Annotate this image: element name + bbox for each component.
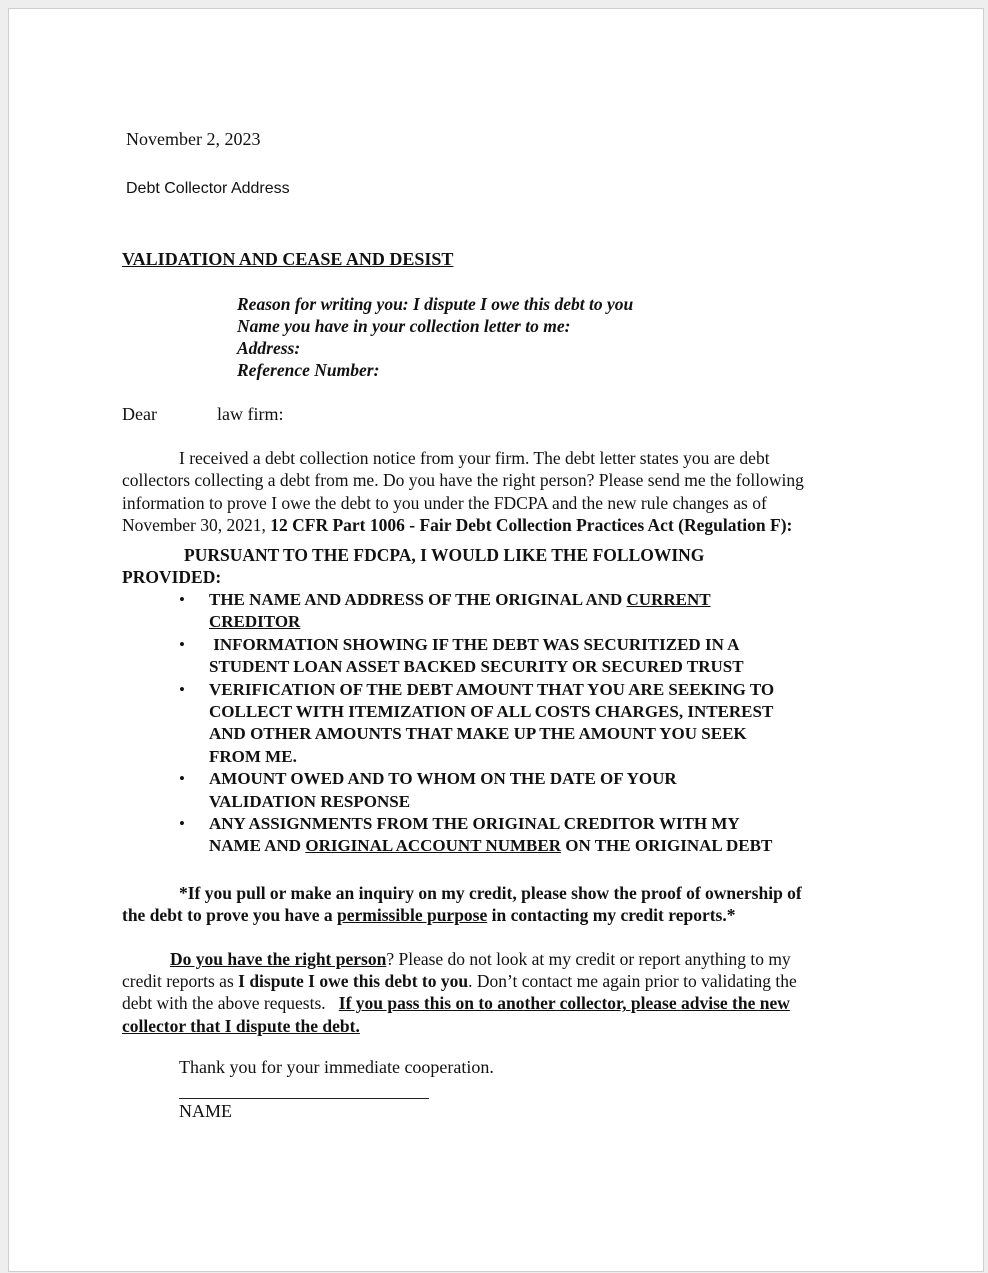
pursuant-line: PROVIDED: xyxy=(122,567,222,587)
salutation-firm: law firm: xyxy=(217,404,284,424)
note-text: the debt to prove you have a xyxy=(122,905,338,925)
paragraph-text: November 30, 2021, xyxy=(122,514,271,535)
list-text: AMOUNT OWED AND TO WHOM ON THE DATE OF YOUR xyxy=(209,769,677,789)
list-item xyxy=(179,679,774,769)
signature-name: NAME xyxy=(179,1101,232,1121)
salutation xyxy=(122,404,284,425)
reason-line: Name you have in your collection letter to me: xyxy=(237,316,571,336)
bullet-icon: • xyxy=(179,814,185,834)
credit-inquiry-note xyxy=(122,882,802,926)
list-text: ANY ASSIGNMENTS FROM THE ORIGINAL CREDITOR WITH MY xyxy=(209,814,740,834)
list-text: VERIFICATION OF THE DEBT AMOUNT THAT YOU ARE SEEKING TO xyxy=(209,679,775,699)
bullet-icon: • xyxy=(179,769,185,789)
letter-date: November 2, 2023 xyxy=(126,129,261,149)
paragraph-line: collectors collecting a debt from me. Do you have the right person? Please send me the following xyxy=(122,470,804,491)
paragraph-text: credit reports as xyxy=(122,971,239,992)
list-text-underlined: ORIGINAL ACCOUNT NUMBER xyxy=(305,836,562,856)
list-text: AND OTHER AMOUNTS THAT MAKE UP THE AMOUNT YOU SEEK xyxy=(209,724,747,744)
list-text: NAME AND xyxy=(209,836,306,856)
note-line: *If you pull or make an inquiry on my credit, please show the proof of ownership of xyxy=(179,883,802,903)
paragraph-dispute xyxy=(122,948,797,1037)
list-item xyxy=(179,813,774,858)
regulation-reference: 12 CFR Part 1006 - Fair Debt Collection Practices Act (Regulation F): xyxy=(270,514,793,535)
collector-notice: collector that I dispute the debt. xyxy=(122,1015,360,1036)
bullet-icon: • xyxy=(179,590,185,609)
request-list xyxy=(179,589,774,858)
list-text: FROM ME. xyxy=(209,746,297,766)
paragraph-text: debt with the above requests. xyxy=(122,993,339,1014)
list-text: STUDENT LOAN ASSET BACKED SECURITY OR SECURED TRUST xyxy=(209,657,744,677)
list-text: VALIDATION RESPONSE xyxy=(209,791,411,811)
note-text-underlined: permissible purpose xyxy=(337,905,488,925)
paragraph-text: ? Please do not look at my credit or report anything to my xyxy=(386,949,791,969)
reason-line: Reference Number: xyxy=(237,360,380,380)
recipient-address: Debt Collector Address xyxy=(126,180,290,197)
paragraph-line: information to prove I owe the debt to you under the FDCPA and the new rule changes as of xyxy=(122,492,767,513)
list-text: COLLECT WITH ITEMIZATION OF ALL COSTS CHARGES, INTEREST xyxy=(209,702,774,722)
dispute-statement: I dispute I owe this debt to you xyxy=(238,971,469,992)
list-text: INFORMATION SHOWING IF THE DEBT WAS SECURITIZED IN A xyxy=(209,634,740,654)
list-text: ON THE ORIGINAL DEBT xyxy=(561,836,773,856)
letter-heading: VALIDATION AND CEASE AND DESIST xyxy=(122,249,454,269)
collector-notice: If you pass this on to another collector, please advise the new xyxy=(338,993,790,1014)
paragraph-text: . Don’t contact me again prior to validating the xyxy=(468,971,797,992)
list-item xyxy=(179,768,774,813)
paragraph-intro xyxy=(122,447,804,536)
document-page xyxy=(8,8,984,1272)
paragraph-line xyxy=(122,514,804,536)
salutation-dear: Dear xyxy=(122,404,157,424)
list-item xyxy=(179,589,774,634)
pursuant-line: PURSUANT TO THE FDCPA, I WOULD LIKE THE FOLLOWING xyxy=(184,545,705,565)
bullet-icon: • xyxy=(179,634,185,654)
pursuant-statement xyxy=(122,544,704,588)
list-item xyxy=(179,634,774,679)
list-text: THE NAME AND ADDRESS OF THE ORIGINAL AND xyxy=(209,590,627,609)
reason-line: Reason for writing you: I dispute I owe this debt to you xyxy=(237,294,634,314)
note-text: in contacting my credit reports.* xyxy=(487,905,736,925)
reason-line: Address: xyxy=(237,338,301,358)
paragraph-line: I received a debt collection notice from your firm. The debt letter states you are debt xyxy=(179,448,770,468)
closing-line: Thank you for your immediate cooperation. xyxy=(179,1057,494,1077)
dispute-question: Do you have the right person xyxy=(170,949,387,969)
list-text-underlined: CURRENT xyxy=(626,590,711,609)
reason-block xyxy=(237,293,633,381)
list-text-underlined: CREDITOR xyxy=(209,612,301,632)
bullet-icon: • xyxy=(179,679,185,699)
signature-line xyxy=(179,1098,429,1099)
